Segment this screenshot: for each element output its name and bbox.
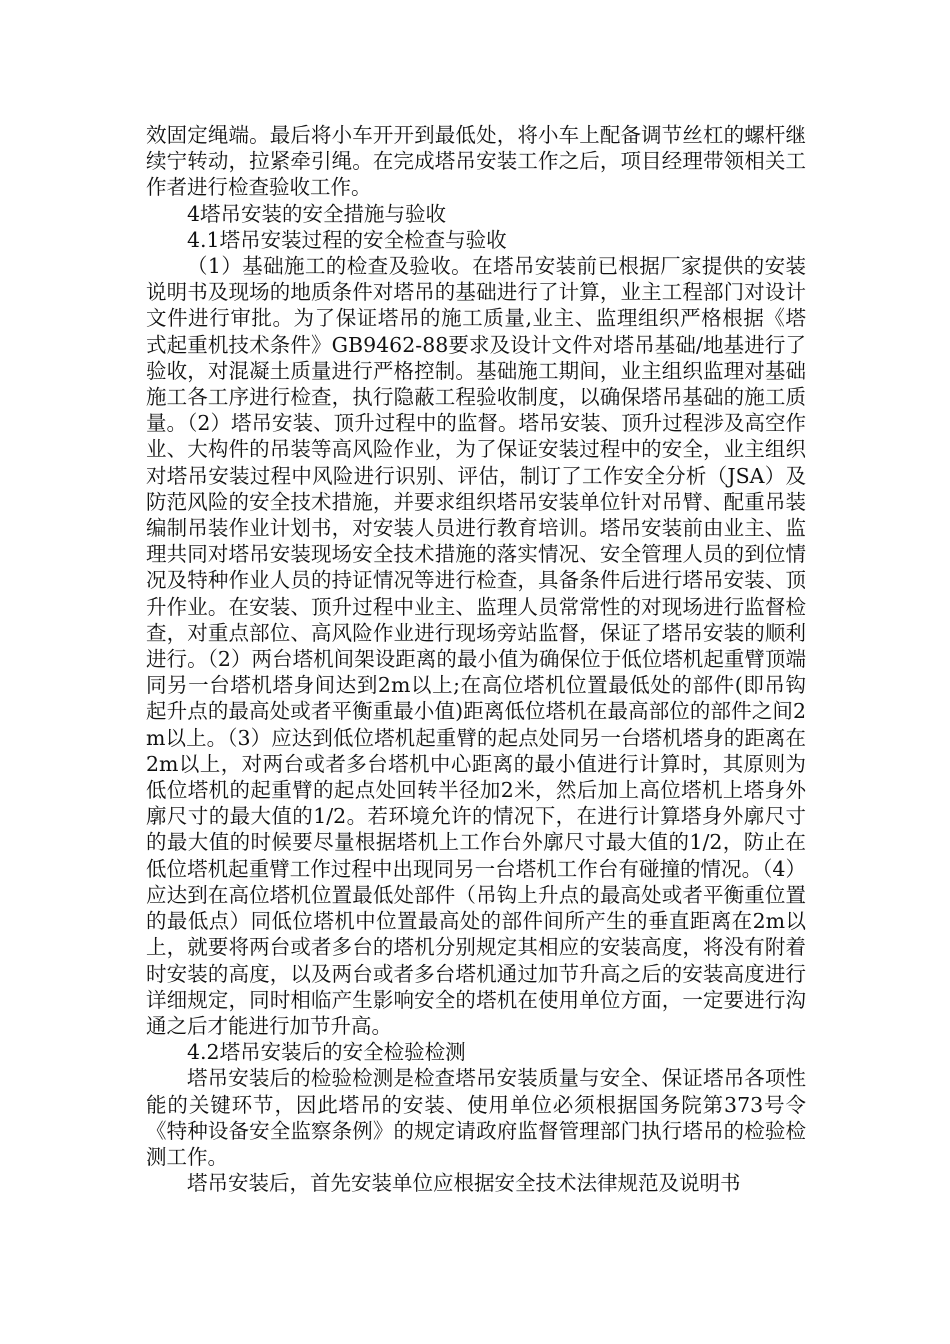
paragraph-safety-inspection: （1）基础施工的检查及验收。在塔吊安装前已根据厂家提供的安装说明书及现场的地质条件对塔吊的基础进行了计算，业主工程部门对设计文件进行审批。为了保证塔吊的施工质量,业主、监理组织严格根据《塔式起重机技术条件》GB9462-88要求及设计文件对塔吊基础/地基进行了验收，对混凝土质量进行严格控制。基础施工期间，业主组织监理对基础施工各工序进行检查，执行隐蔽工程验收制度，以确保塔吊基础的施工质量。（2）塔吊安装、顶升过程中的监督。塔吊安装、顶升过程涉及高空作业、大构件的吊装等高风险作业，为了保证安装过程中的安全，业主组织对塔吊安装过程中风险进行识别、评估，制订了工作安全分析（JSA）及防范风险的安全技术措施，并要求组织塔吊安装单位针对吊臂、配重吊装编制吊装作业计划书，对安装人员进行教育培训。塔吊安装前由业主、监理共同对塔吊安装现场安全技术措施的落实情况、安全管理人员的到位情况及特种作业人员的持证情况等进行检查，具备条件后进行塔吊安装、顶升作业。在安装、顶升过程中业主、监理人员常常性的对现场进行监督检查，对重点部位、高风险作业进行现场旁站监督，保证了塔吊安装的顺利进行。（2）两台塔机间架设距离的最小值为确保位于低位塔机起重臂顶端同另一台塔机塔身间达到2m以上;在高位塔机位置最低处的部件(即吊钩起升点的最高处或者平衡重最小值)距离低位塔机在最高部位的部件之间2m以上。（3）应达到低位塔机起重臂的起点处同另一台塔机塔身的距离在2m以上，对两台或者多台塔机中心距离的最小值进行计算时，其原则为低位塔机的起重臂的起点处回转半径加2米，然后加上高位塔机上塔身外廓尺寸的最大值的1/2。若环境允许的情况下，在进行计算塔身外廓尺寸的最大值的时候要尽量根据塔机上工作台外廓尺寸最大值的1/2，防止在低位塔机起重臂工作过程中出现同另一台塔机工作台有碰撞的情况。（4）应达到在高位塔机位置最低处部件（吊钩上升点的最高处或者平衡重位置的最低点）同低位塔机中位置最高处的部件间所产生的垂直距离在2m以上，就要将两台或者多台的塔机分别规定其相应的安装高度，将没有附着时安装的高度，以及两台或者多台塔机通过加节升高之后的安装高度进行详细规定，同时相临产生影响安全的塔机在使用单位方面，一定要进行沟通之后才能进行加节升高。 — [146, 254, 806, 1038]
paragraph-inspection-testing: 塔吊安装后的检验检测是检查塔吊安装质量与安全、保证塔吊各项性能的关键环节，因此塔吊的安装、使用单位必须根据国务院第373号令《特种设备安全监察条例》的规定请政府监督管理部门执行塔吊的检验检测工作。 — [146, 1066, 806, 1169]
document-page — [146, 122, 806, 1196]
section-heading-4: 4塔吊安装的安全措施与验收 — [187, 201, 447, 226]
paragraph-after-installation: 塔吊安装后，首先安装单位应根据安全技术法律规范及说明书 — [187, 1171, 741, 1196]
section-heading-4-1: 4.1塔吊安装过程的安全检查与验收 — [187, 227, 507, 252]
paragraph-installation-end: 效固定绳端。最后将小车开开到最低处，将小车上配备调节丝杠的螺杆继续宁转动，拉紧牵引绳。在完成塔吊安装工作之后，项目经理带领相关工作者进行检查验收工作。 — [146, 123, 806, 200]
section-heading-4-2: 4.2塔吊安装后的安全检验检测 — [187, 1040, 466, 1065]
